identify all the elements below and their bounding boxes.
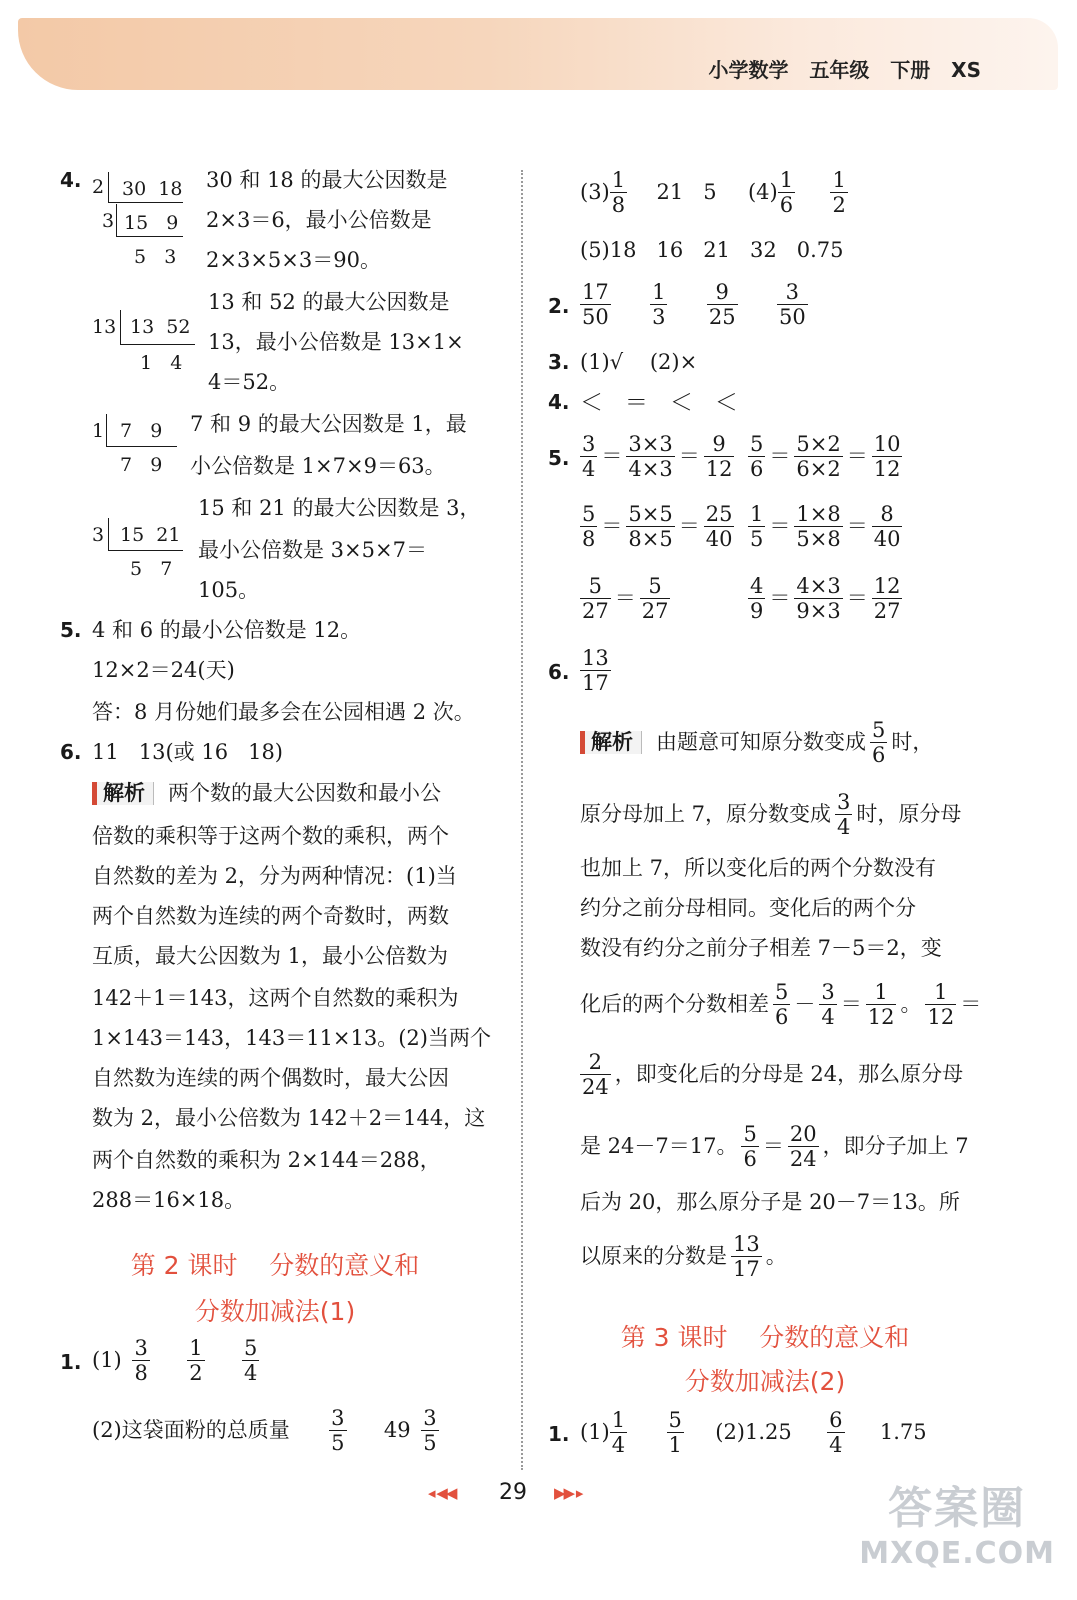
fraction: $\frac{3}{5}$ bbox=[423, 1406, 437, 1456]
analysis-text: 由题意可知原分数变成 bbox=[656, 730, 866, 755]
analysis-text: 时， bbox=[891, 730, 934, 755]
fraction: $\frac{8}{40}$ bbox=[873, 502, 901, 552]
ladder-row: 5 3 bbox=[134, 246, 177, 268]
text-line: 105。 bbox=[198, 578, 260, 602]
ladder-row: 7 9 bbox=[120, 420, 163, 442]
fraction-equation bbox=[576, 574, 674, 623]
divisor: 1 bbox=[92, 420, 105, 442]
question-number: 3. bbox=[548, 350, 570, 374]
analysis-line: 也加上 7，所以变化后的两个分数没有 bbox=[580, 856, 937, 880]
fraction-equation bbox=[576, 502, 738, 551]
text-line: 小公倍数是 1×7×9＝63。 bbox=[190, 454, 446, 478]
fraction: $\frac{5}{4}$ bbox=[243, 1336, 258, 1386]
fraction: $\frac{17}{50}$ bbox=[582, 280, 609, 330]
equals-sign: ＝ bbox=[769, 586, 791, 611]
fraction: $\frac{5}{27}$ bbox=[641, 574, 669, 624]
answer-line bbox=[92, 1406, 443, 1455]
fraction: $\frac{4}{9}$ bbox=[750, 574, 764, 624]
fraction: $\frac{5}{8}$ bbox=[582, 502, 596, 552]
punctuation: 。 bbox=[900, 992, 922, 1017]
prev-page-arrow-icon: ◂ ◀◀ bbox=[428, 1484, 456, 1502]
text-line: 30 和 18 的最大公因数是 bbox=[206, 168, 448, 192]
analysis-line bbox=[92, 782, 441, 805]
analysis-line bbox=[580, 1232, 787, 1281]
equals-sign: ＝ bbox=[678, 444, 700, 469]
fraction: $\frac{6}{4}$ bbox=[829, 1408, 843, 1458]
analysis-tag: 解析 bbox=[92, 782, 154, 805]
fraction: $\frac{1}{4}$ bbox=[611, 1408, 626, 1458]
division-ladder bbox=[92, 524, 192, 584]
analysis-line bbox=[580, 1122, 969, 1171]
section-title: 分数加减法(2) bbox=[684, 1367, 846, 1396]
fraction: $\frac{9}{25}$ bbox=[708, 280, 736, 330]
equals-sign: ＝ bbox=[614, 586, 636, 611]
answer-line bbox=[576, 646, 615, 695]
fraction: $\frac{5}{6}$ bbox=[743, 1122, 757, 1172]
question-number: 5. bbox=[60, 618, 82, 642]
equals-sign: ＝ bbox=[846, 444, 868, 469]
equals-sign: ＝ bbox=[846, 586, 868, 611]
fraction: $\frac{12}{27}$ bbox=[873, 574, 901, 624]
fraction: $\frac{10}{12}$ bbox=[873, 432, 901, 482]
minus-sign: － bbox=[794, 992, 816, 1017]
answer-line: (5)18 16 21 32 0.75 bbox=[580, 238, 844, 262]
text-line: 12×2＝24(天) bbox=[92, 658, 235, 682]
analysis-line: 142＋1＝143，这两个自然数的乘积为 bbox=[92, 986, 459, 1010]
section-title: 分数加减法(1) bbox=[194, 1297, 356, 1326]
analysis-line: 约分之前分母相同。变化后的两个分 bbox=[580, 896, 916, 920]
text-line: 7 和 9 的最大公因数是 1，最 bbox=[190, 412, 467, 436]
analysis-text: 原分母加上 7，原分数变成 bbox=[580, 802, 832, 827]
analysis-line bbox=[580, 718, 933, 767]
text-line: 4 和 6 的最小公倍数是 12。 bbox=[92, 618, 362, 642]
fraction: $\frac{1}{3}$ bbox=[652, 280, 666, 330]
fraction: $\frac{3\times 3}{4\times 3}$ bbox=[628, 432, 673, 482]
fraction: $\frac{1\times 8}{5\times 8}$ bbox=[796, 502, 841, 552]
divisor: 3 bbox=[102, 210, 115, 232]
analysis-line bbox=[580, 980, 981, 1029]
answer-label: (1) bbox=[92, 1348, 122, 1373]
fraction-equation bbox=[744, 502, 906, 551]
watermark-logo bbox=[859, 1472, 1055, 1571]
fraction: $\frac{5\times 2}{6\times 2}$ bbox=[796, 432, 841, 482]
question-number: 6. bbox=[60, 740, 82, 764]
watermark-text: 答案圈 bbox=[888, 1483, 1027, 1534]
analysis-line bbox=[580, 790, 961, 839]
fraction: $\frac{13}{17}$ bbox=[582, 646, 609, 696]
fraction: $\frac{20}{24}$ bbox=[789, 1122, 817, 1172]
equals-sign: ＝ bbox=[840, 992, 862, 1017]
answer-text: 21 5 bbox=[656, 180, 717, 205]
analysis-line bbox=[576, 1050, 963, 1099]
analysis-text: 以原来的分数是 bbox=[580, 1244, 727, 1269]
question-number: 4. bbox=[60, 168, 82, 192]
analysis-text: 时，原分母 bbox=[856, 802, 962, 827]
text-line: 13 和 52 的最大公因数是 bbox=[208, 290, 450, 314]
equals-sign: ＝ bbox=[601, 514, 623, 539]
division-ladder bbox=[92, 176, 202, 272]
analysis-tag: 解析 bbox=[580, 731, 642, 754]
question-number: 1. bbox=[548, 1422, 570, 1446]
text-line: 15 和 21 的最大公因数是 3， bbox=[198, 496, 481, 520]
section-title: 第 2 课时 分数的意义和 bbox=[130, 1251, 420, 1280]
next-page-arrow-icon: ▶▶ ▸ bbox=[554, 1484, 582, 1502]
analysis-text: 。 bbox=[765, 1244, 787, 1269]
question-number: 2. bbox=[548, 294, 570, 318]
analysis-line: 1×143＝143，143＝11×13。(2)当两个 bbox=[92, 1026, 491, 1050]
analysis-text: ，即变化后的分母是 24，那么原分母 bbox=[614, 1062, 964, 1087]
fraction: $\frac{3}{8}$ bbox=[134, 1336, 148, 1386]
answer-line bbox=[576, 280, 812, 329]
question-number: 1. bbox=[60, 1350, 82, 1374]
analysis-line: 数为 2，最小公倍数为 142＋2＝144，这 bbox=[92, 1106, 486, 1130]
analysis-text: 两个数的最大公因数和最小公 bbox=[168, 781, 441, 805]
answer-label: (4) bbox=[747, 180, 778, 205]
equals-sign: ＝ bbox=[960, 992, 982, 1017]
text-line: 最小公倍数是 3×5×7＝ bbox=[198, 538, 427, 562]
column-divider bbox=[521, 170, 523, 1470]
answer-line bbox=[580, 168, 852, 217]
analysis-line: 互质，最大公因数为 1，最小公倍数为 bbox=[92, 944, 449, 968]
divisor: 13 bbox=[92, 316, 117, 338]
fraction: $\frac{5}{1}$ bbox=[668, 1408, 682, 1458]
ladder-row: 30 18 bbox=[122, 178, 183, 200]
answer-line: (1)√ (2)× bbox=[580, 350, 698, 374]
text-line: 13，最小公倍数是 13×1× bbox=[208, 330, 464, 354]
watermark-text: MXQE.COM bbox=[859, 1536, 1055, 1571]
analysis-text: 是 24－7＝17。 bbox=[580, 1134, 738, 1159]
answer-line bbox=[580, 1408, 927, 1457]
answer-label: (2)1.25 bbox=[715, 1420, 792, 1445]
page-number: 29 bbox=[499, 1480, 527, 1505]
fraction: $\frac{25}{40}$ bbox=[705, 502, 733, 552]
question-number: 5. bbox=[548, 446, 570, 470]
division-ladder bbox=[92, 420, 192, 480]
fraction: $\frac{1}{2}$ bbox=[832, 168, 846, 218]
ladder-row: 7 9 bbox=[120, 454, 163, 476]
fraction-equation bbox=[744, 574, 906, 623]
fraction-equation bbox=[744, 432, 906, 481]
analysis-line: 自然数为连续的两个偶数时，最大公因 bbox=[92, 1066, 449, 1090]
answer-text: 1.75 bbox=[879, 1420, 927, 1445]
answer-line: ＜ ＝ ＜ ＜ bbox=[580, 390, 738, 416]
question-number: 4. bbox=[548, 390, 570, 414]
fraction-equation bbox=[576, 432, 738, 481]
answer-label: (3) bbox=[580, 180, 610, 205]
ladder-row: 1 4 bbox=[140, 352, 183, 374]
equals-sign: ＝ bbox=[678, 514, 700, 539]
analysis-line: 自然数的差为 2，分为两种情况：(1)当 bbox=[92, 864, 457, 888]
ladder-row: 5 7 bbox=[130, 558, 173, 580]
fraction: $\frac{1}{2}$ bbox=[189, 1336, 203, 1386]
text-line: 11 13(或 16 18) bbox=[92, 740, 283, 764]
equals-sign: ＝ bbox=[846, 514, 868, 539]
fraction: $\frac{1}{12}$ bbox=[867, 980, 895, 1030]
equals-sign: ＝ bbox=[601, 444, 623, 469]
fraction: $\frac{1}{12}$ bbox=[927, 980, 955, 1030]
analysis-line: 两个自然数为连续的两个奇数时，两数 bbox=[92, 904, 449, 928]
analysis-line: 288＝16×18。 bbox=[92, 1188, 246, 1212]
analysis-text: ，即分子加上 7 bbox=[822, 1134, 969, 1159]
equals-sign: ＝ bbox=[769, 444, 791, 469]
text-line: 答：8 月份她们最多会在公园相遇 2 次。 bbox=[92, 700, 475, 724]
whole-number: 49 bbox=[383, 1418, 411, 1443]
analysis-line: 数没有约分之前分子相差 7－5＝2，变 bbox=[580, 936, 942, 960]
fraction: $\frac{5\times 5}{8\times 5}$ bbox=[628, 502, 673, 552]
fraction: $\frac{5}{6}$ bbox=[775, 980, 789, 1030]
divisor: 2 bbox=[92, 176, 105, 198]
fraction: $\frac{2}{24}$ bbox=[582, 1050, 609, 1100]
equals-sign: ＝ bbox=[769, 514, 791, 539]
answer-line bbox=[92, 1336, 263, 1385]
division-ladder bbox=[92, 316, 202, 376]
fraction: $\frac{4\times 3}{9\times 3}$ bbox=[796, 574, 841, 624]
section-title: 第 3 课时 分数的意义和 bbox=[620, 1323, 910, 1352]
analysis-line: 倍数的乘积等于这两个数的乘积，两个 bbox=[92, 824, 449, 848]
text-line: 4＝52。 bbox=[208, 370, 291, 394]
analysis-line: 后为 20，那么原分子是 20－7＝13。所 bbox=[580, 1190, 960, 1214]
fraction: $\frac{5}{6}$ bbox=[872, 718, 886, 768]
analysis-text: 化后的两个分数相差 bbox=[580, 992, 769, 1017]
analysis-line: 两个自然数的乘积为 2×144＝288， bbox=[92, 1148, 441, 1172]
fraction: $\frac{3}{4}$ bbox=[837, 790, 851, 840]
fraction: $\frac{3}{4}$ bbox=[821, 980, 835, 1030]
text-line: 2×3×5×3＝90。 bbox=[206, 248, 381, 272]
fraction: $\frac{5}{6}$ bbox=[750, 432, 764, 482]
fraction: $\frac{1}{6}$ bbox=[779, 168, 794, 218]
fraction: $\frac{13}{17}$ bbox=[733, 1232, 760, 1282]
fraction: $\frac{1}{5}$ bbox=[750, 502, 764, 552]
ladder-row: 15 9 bbox=[124, 212, 179, 234]
answer-label: (2)这袋面粉的总质量 bbox=[92, 1418, 290, 1443]
header-title: 小学数学 五年级 下册 XS bbox=[708, 58, 981, 82]
fraction: $\frac{5}{27}$ bbox=[582, 574, 609, 624]
ladder-row: 13 52 bbox=[130, 316, 191, 338]
fraction: $\frac{3}{5}$ bbox=[331, 1406, 345, 1456]
answer-label: (1) bbox=[580, 1420, 610, 1445]
fraction: $\frac{3}{50}$ bbox=[778, 280, 806, 330]
question-number: 6. bbox=[548, 660, 570, 684]
fraction: $\frac{3}{4}$ bbox=[582, 432, 596, 482]
fraction: $\frac{9}{12}$ bbox=[705, 432, 733, 482]
ladder-row: 15 21 bbox=[120, 524, 181, 546]
text-line: 2×3＝6，最小公倍数是 bbox=[206, 208, 432, 232]
divisor: 3 bbox=[92, 524, 105, 546]
fraction: $\frac{1}{8}$ bbox=[611, 168, 626, 218]
equals-sign: ＝ bbox=[762, 1134, 784, 1159]
